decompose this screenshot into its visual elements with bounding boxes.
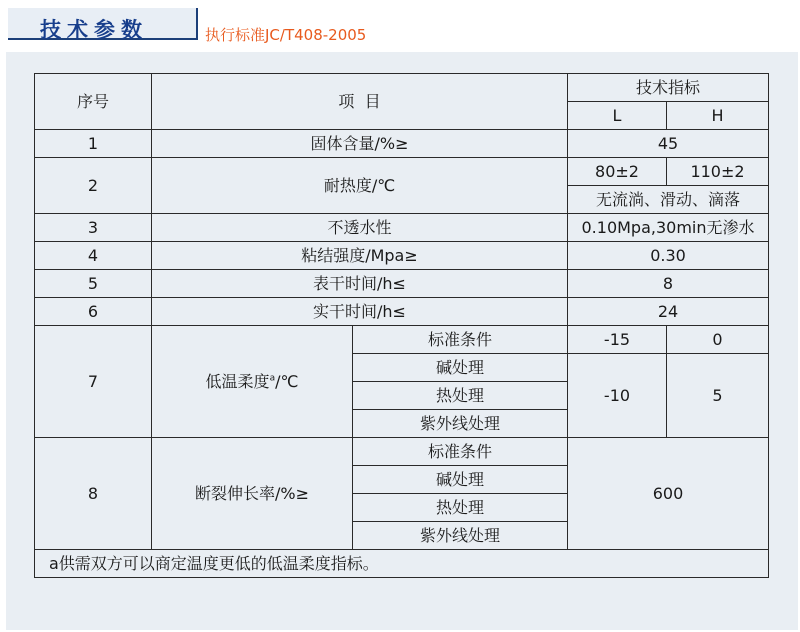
row-no: 3 (35, 214, 152, 242)
row-condition: 热处理 (353, 382, 568, 410)
footnote: a供需双方可以商定温度更低的低温柔度指标。 (35, 550, 769, 578)
row-condition: 紫外线处理 (353, 522, 568, 550)
row-value: 0.10Mpa,30min无渗水 (568, 214, 769, 242)
row-item-text: 低温柔度 (205, 372, 270, 391)
row-value-H: 0 (667, 326, 769, 354)
col-spec-header: 技术指标 (568, 74, 769, 102)
table-row (35, 270, 769, 298)
row-value-note: 无流淌、滑动、滴落 (568, 186, 769, 214)
row-value-L: 80±2 (568, 158, 667, 186)
row-condition: 标准条件 (353, 326, 568, 354)
row-condition: 热处理 (353, 494, 568, 522)
row-value-L: -10 (568, 354, 667, 438)
row-value: 45 (568, 130, 769, 158)
row-value-L: -15 (568, 326, 667, 354)
row-no: 2 (35, 158, 152, 214)
row-item-unit: /℃ (275, 372, 299, 391)
table-row (35, 158, 769, 186)
row-item: 表干时间/h≤ (152, 270, 568, 298)
row-value-H: 110±2 (667, 158, 769, 186)
table-row (35, 298, 769, 326)
row-condition: 标准条件 (353, 438, 568, 466)
row-value: 0.30 (568, 242, 769, 270)
row-condition: 碱处理 (353, 466, 568, 494)
row-item (152, 326, 353, 438)
row-item: 固体含量/%≥ (152, 130, 568, 158)
row-item: 实干时间/h≤ (152, 298, 568, 326)
footnote-row (35, 550, 769, 578)
row-value: 600 (568, 438, 769, 550)
table-row (35, 130, 769, 158)
standard-subtitle: 执行标准JC/T408-2005 (205, 26, 367, 44)
row-no: 7 (35, 326, 152, 438)
row-item: 不透水性 (152, 214, 568, 242)
title-box (8, 8, 198, 40)
header-row (35, 74, 769, 102)
row-no: 8 (35, 438, 152, 550)
row-condition: 碱处理 (353, 354, 568, 382)
row-value: 24 (568, 298, 769, 326)
row-no: 6 (35, 298, 152, 326)
page-title: 技术参数 (40, 18, 148, 42)
footnote-marker: a (269, 373, 276, 384)
col-L-header: L (568, 102, 667, 130)
row-no: 5 (35, 270, 152, 298)
row-item: 粘结强度/Mpa≥ (152, 242, 568, 270)
row-value-H: 5 (667, 354, 769, 438)
header (0, 0, 800, 50)
table-row (35, 326, 769, 354)
table-row (35, 214, 769, 242)
row-item: 断裂伸长率/%≥ (152, 438, 353, 550)
col-H-header: H (667, 102, 769, 130)
row-item: 耐热度/℃ (152, 158, 568, 214)
row-condition: 紫外线处理 (353, 410, 568, 438)
col-item-header: 项 目 (152, 74, 568, 130)
table-row (35, 438, 769, 466)
col-no-header: 序号 (35, 74, 152, 130)
row-value: 8 (568, 270, 769, 298)
row-no: 1 (35, 130, 152, 158)
spec-table (34, 73, 769, 578)
row-no: 4 (35, 242, 152, 270)
table-row (35, 242, 769, 270)
